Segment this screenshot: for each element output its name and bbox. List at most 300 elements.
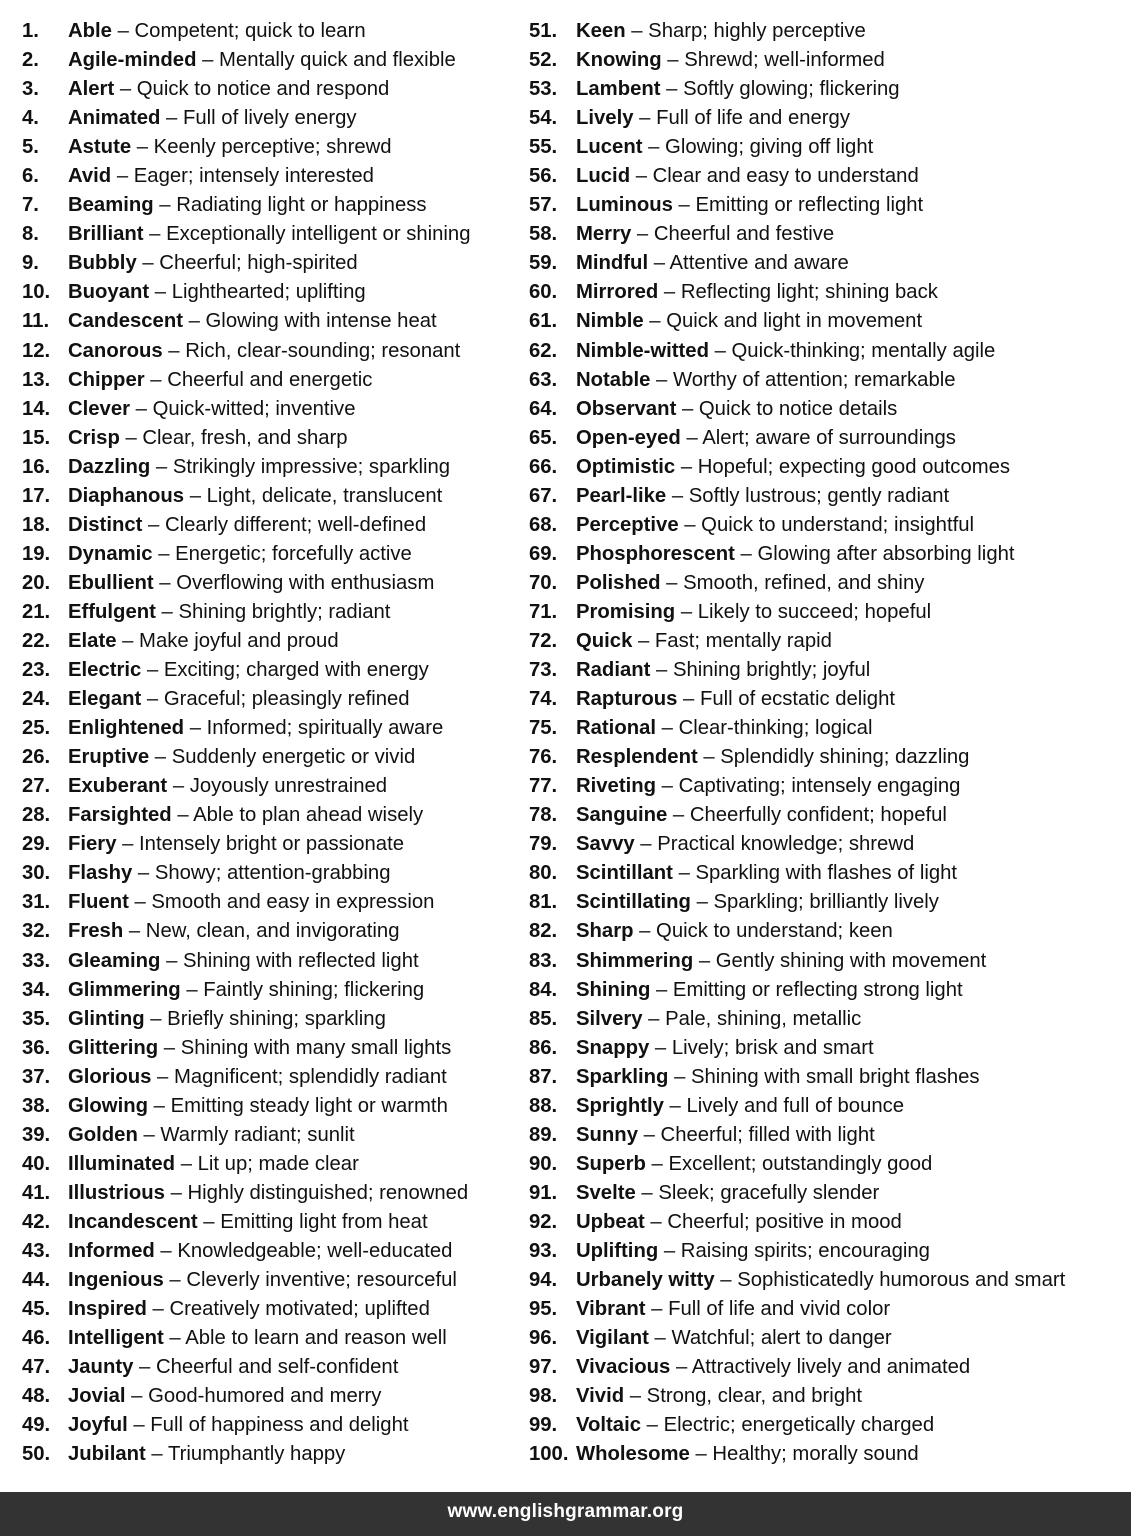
item-word: Gleaming bbox=[68, 949, 161, 972]
list-item bbox=[22, 976, 517, 1005]
item-body bbox=[576, 859, 957, 888]
item-number: 97. bbox=[529, 1356, 558, 1379]
item-separator: – bbox=[188, 310, 200, 333]
item-separator: – bbox=[169, 1269, 181, 1292]
item-definition: Reflecting light; shining back bbox=[680, 281, 938, 304]
item-word: Diaphanous bbox=[68, 484, 185, 507]
item-word: Distinct bbox=[68, 513, 143, 536]
item-body bbox=[68, 307, 437, 336]
item-word: Chipper bbox=[68, 368, 145, 391]
list-item bbox=[22, 133, 517, 162]
item-body bbox=[576, 249, 849, 278]
list-item bbox=[22, 801, 517, 830]
item-number: 24. bbox=[22, 688, 51, 711]
item-word: Savvy bbox=[576, 833, 635, 856]
list-item bbox=[529, 569, 1119, 598]
list-item bbox=[529, 888, 1119, 917]
item-separator: – bbox=[671, 484, 684, 507]
item-word: Vivid bbox=[576, 1385, 625, 1408]
item-number: 60. bbox=[529, 281, 558, 304]
list-item bbox=[529, 1324, 1119, 1353]
item-definition: Attentive and aware bbox=[669, 252, 849, 275]
item-number: 17. bbox=[22, 484, 51, 507]
item-definition: Emitting or reflecting strong light bbox=[672, 978, 963, 1001]
item-separator: – bbox=[186, 978, 198, 1001]
item-separator: – bbox=[643, 1123, 655, 1146]
item-number: 34. bbox=[22, 978, 51, 1001]
item-word: Sharp bbox=[576, 920, 634, 943]
item-separator: – bbox=[116, 165, 129, 188]
item-separator: – bbox=[703, 746, 715, 769]
item-word: Ebullient bbox=[68, 571, 154, 594]
item-number: 29. bbox=[22, 833, 51, 856]
item-separator: – bbox=[150, 368, 162, 391]
item-word: Silvery bbox=[576, 1007, 643, 1030]
list-item bbox=[22, 1237, 517, 1266]
item-number: 35. bbox=[22, 1007, 51, 1030]
item-word: Merry bbox=[576, 223, 632, 246]
item-number: 72. bbox=[529, 629, 558, 652]
item-definition: Practical knowledge; shrewd bbox=[657, 833, 915, 856]
item-word: Observant bbox=[576, 397, 677, 420]
list-item bbox=[529, 1150, 1119, 1179]
item-number: 59. bbox=[529, 252, 558, 275]
list-item bbox=[529, 1411, 1119, 1440]
item-word: Elate bbox=[68, 629, 117, 652]
item-separator: – bbox=[133, 1414, 145, 1437]
item-word: Rapturous bbox=[576, 688, 678, 711]
item-definition: Quick to understand; insightful bbox=[701, 513, 974, 536]
item-definition: Sparkling; brilliantly lively bbox=[713, 891, 939, 914]
item-number: 19. bbox=[22, 542, 51, 565]
item-body bbox=[576, 917, 893, 946]
item-body bbox=[68, 1411, 409, 1440]
item-definition: Lit up; made clear bbox=[197, 1152, 359, 1175]
item-separator: – bbox=[672, 804, 685, 827]
item-body bbox=[68, 249, 358, 278]
item-body bbox=[68, 1005, 386, 1034]
item-body bbox=[576, 220, 834, 249]
list-item bbox=[22, 888, 517, 917]
list-item bbox=[22, 540, 517, 569]
item-body bbox=[576, 1063, 980, 1092]
item-word: Mindful bbox=[576, 252, 649, 275]
item-number: 82. bbox=[529, 920, 558, 943]
item-separator: – bbox=[154, 746, 167, 769]
item-number: 28. bbox=[22, 804, 51, 827]
item-separator: – bbox=[696, 891, 708, 914]
item-separator: – bbox=[678, 862, 690, 885]
item-definition: Shining brightly; joyful bbox=[672, 659, 871, 682]
item-definition: Sharp; highly perceptive bbox=[648, 20, 866, 42]
item-separator: – bbox=[161, 600, 173, 623]
item-separator: – bbox=[149, 223, 161, 246]
item-number: 9. bbox=[22, 252, 39, 275]
item-separator: – bbox=[170, 1181, 182, 1204]
list-item bbox=[529, 278, 1119, 307]
item-separator: – bbox=[122, 629, 134, 652]
item-number: 84. bbox=[529, 978, 558, 1001]
item-separator: – bbox=[740, 542, 752, 565]
item-number: 50. bbox=[22, 1443, 51, 1466]
item-number: 44. bbox=[22, 1269, 51, 1292]
item-body bbox=[576, 714, 872, 743]
item-definition: Attractively lively and animated bbox=[691, 1356, 971, 1379]
item-word: Vigilant bbox=[576, 1327, 649, 1350]
item-body bbox=[68, 976, 424, 1005]
item-definition: Cheerful; high-spirited bbox=[159, 252, 358, 275]
item-definition: Clear, fresh, and sharp bbox=[142, 426, 348, 449]
item-separator: – bbox=[159, 571, 171, 594]
item-number: 21. bbox=[22, 600, 51, 623]
item-word: Sprightly bbox=[576, 1094, 664, 1117]
item-definition: Lively and full of bounce bbox=[686, 1094, 905, 1117]
item-word: Able bbox=[68, 20, 112, 42]
item-word: Astute bbox=[68, 136, 132, 159]
item-number: 76. bbox=[529, 746, 558, 769]
item-body bbox=[68, 1382, 381, 1411]
item-word: Illustrious bbox=[68, 1181, 165, 1204]
item-separator: – bbox=[680, 455, 693, 478]
item-number: 27. bbox=[22, 775, 51, 798]
item-separator: – bbox=[686, 426, 698, 449]
item-number: 54. bbox=[529, 107, 558, 130]
item-body bbox=[576, 1121, 875, 1150]
item-definition: Strikingly impressive; sparkling bbox=[172, 455, 451, 478]
item-definition: Able to learn and reason well bbox=[185, 1327, 447, 1350]
item-separator: – bbox=[159, 194, 171, 217]
item-definition: Full of life and vivid color bbox=[668, 1298, 891, 1321]
item-body bbox=[68, 1208, 428, 1237]
item-body bbox=[68, 772, 387, 801]
item-definition: Excellent; outstandingly good bbox=[668, 1152, 933, 1175]
item-separator: – bbox=[128, 920, 141, 943]
list-item bbox=[529, 104, 1119, 133]
item-number: 47. bbox=[22, 1356, 51, 1379]
item-word: Fiery bbox=[68, 833, 117, 856]
item-word: Uplifting bbox=[576, 1239, 659, 1262]
list-item bbox=[529, 1353, 1119, 1382]
item-definition: Shining brightly; radiant bbox=[178, 600, 391, 623]
list-item bbox=[22, 569, 517, 598]
item-separator: – bbox=[681, 397, 694, 420]
list-item bbox=[529, 395, 1119, 424]
item-body bbox=[576, 46, 885, 75]
item-word: Promising bbox=[576, 600, 676, 623]
item-body bbox=[576, 801, 947, 830]
item-separator: – bbox=[698, 949, 711, 972]
item-body bbox=[576, 976, 963, 1005]
item-number: 1. bbox=[22, 20, 39, 42]
list-item bbox=[529, 801, 1119, 830]
item-word: Clever bbox=[68, 397, 131, 420]
item-definition: Shining with small bright flashes bbox=[690, 1065, 980, 1088]
item-word: Svelte bbox=[576, 1181, 636, 1204]
item-body bbox=[68, 1150, 359, 1179]
item-number: 42. bbox=[22, 1210, 51, 1233]
item-word: Alert bbox=[68, 78, 115, 101]
item-word: Mirrored bbox=[576, 281, 659, 304]
item-definition: Briefly shining; sparkling bbox=[167, 1007, 386, 1030]
item-separator: – bbox=[146, 688, 159, 711]
item-word: Urbanely witty bbox=[576, 1269, 715, 1292]
item-definition: Fast; mentally rapid bbox=[654, 629, 832, 652]
footer-website: www.englishgrammar.org bbox=[0, 1492, 1131, 1536]
item-number: 70. bbox=[529, 571, 558, 594]
item-word: Vivacious bbox=[576, 1356, 671, 1379]
item-body bbox=[68, 1324, 447, 1353]
list-item bbox=[22, 598, 517, 627]
item-separator: – bbox=[203, 1210, 215, 1233]
item-word: Lucent bbox=[576, 136, 643, 159]
list-item bbox=[22, 46, 517, 75]
item-number: 7. bbox=[22, 194, 39, 217]
item-number: 49. bbox=[22, 1414, 51, 1437]
item-number: 2. bbox=[22, 49, 39, 72]
item-body bbox=[576, 627, 832, 656]
item-separator: – bbox=[180, 1152, 192, 1175]
item-definition: Triumphantly happy bbox=[167, 1443, 346, 1466]
list-item bbox=[529, 859, 1119, 888]
item-separator: – bbox=[636, 223, 649, 246]
list-item bbox=[529, 1266, 1119, 1295]
item-word: Sanguine bbox=[576, 804, 668, 827]
item-word: Canorous bbox=[68, 339, 163, 362]
item-word: Illuminated bbox=[68, 1152, 176, 1175]
item-number: 96. bbox=[529, 1327, 558, 1350]
item-number: 74. bbox=[529, 688, 558, 711]
item-word: Lucid bbox=[576, 165, 631, 188]
list-item bbox=[22, 1150, 517, 1179]
item-word: Quick bbox=[576, 629, 633, 652]
list-item bbox=[22, 859, 517, 888]
item-number: 13. bbox=[22, 368, 51, 391]
list-item bbox=[529, 75, 1119, 104]
item-number: 95. bbox=[529, 1298, 558, 1321]
item-separator: – bbox=[177, 804, 189, 827]
item-definition: Clear-thinking; logical bbox=[678, 717, 873, 740]
item-word: Resplendent bbox=[576, 746, 698, 769]
item-separator: – bbox=[139, 1356, 151, 1379]
item-number: 20. bbox=[22, 571, 51, 594]
item-number: 99. bbox=[529, 1414, 558, 1437]
item-number: 77. bbox=[529, 775, 558, 798]
item-definition: Radiating light or happiness bbox=[176, 194, 427, 217]
item-word: Farsighted bbox=[68, 804, 172, 827]
item-number: 73. bbox=[529, 659, 558, 682]
item-word: Jovial bbox=[68, 1385, 126, 1408]
item-number: 33. bbox=[22, 949, 51, 972]
item-separator: – bbox=[155, 455, 168, 478]
item-body bbox=[68, 743, 415, 772]
item-word: Luminous bbox=[576, 194, 673, 217]
item-number: 63. bbox=[529, 368, 558, 391]
item-definition: Smooth and easy in expression bbox=[151, 891, 435, 914]
item-body bbox=[68, 1092, 448, 1121]
item-number: 6. bbox=[22, 165, 39, 188]
list-item bbox=[22, 278, 517, 307]
list-item bbox=[22, 772, 517, 801]
item-separator: – bbox=[654, 1036, 667, 1059]
list-item bbox=[529, 917, 1119, 946]
item-word: Jaunty bbox=[68, 1356, 134, 1379]
item-number: 61. bbox=[529, 310, 558, 333]
item-separator: – bbox=[639, 107, 651, 130]
list-item bbox=[22, 1324, 517, 1353]
list-item bbox=[529, 1382, 1119, 1411]
item-word: Agile-minded bbox=[68, 49, 197, 72]
list-item bbox=[529, 1440, 1119, 1469]
list-item bbox=[22, 1121, 517, 1150]
item-definition: Full of lively energy bbox=[182, 107, 357, 130]
item-number: 5. bbox=[22, 136, 39, 159]
list-item bbox=[529, 1179, 1119, 1208]
item-definition: Informed; spiritually aware bbox=[206, 717, 444, 740]
item-number: 39. bbox=[22, 1123, 51, 1146]
item-body bbox=[68, 1237, 452, 1266]
list-item bbox=[22, 511, 517, 540]
item-number: 12. bbox=[22, 339, 51, 362]
item-definition: Lively; brisk and smart bbox=[671, 1036, 874, 1059]
item-word: Lambent bbox=[576, 78, 661, 101]
item-definition: Glowing; giving off light bbox=[665, 136, 874, 159]
item-body bbox=[576, 947, 986, 976]
item-definition: Able to plan ahead wisely bbox=[193, 804, 424, 827]
item-word: Flashy bbox=[68, 862, 133, 885]
item-separator: – bbox=[631, 20, 643, 42]
item-separator: – bbox=[663, 1239, 676, 1262]
item-number: 88. bbox=[529, 1094, 558, 1117]
item-body bbox=[68, 482, 442, 511]
item-definition: Good-humored and merry bbox=[148, 1385, 382, 1408]
item-definition: Emitting or reflecting light bbox=[695, 194, 924, 217]
item-separator: – bbox=[641, 1181, 653, 1204]
item-body bbox=[576, 888, 939, 917]
item-definition: Cheerful; positive in mood bbox=[667, 1210, 902, 1233]
item-number: 15. bbox=[22, 426, 51, 449]
item-definition: Softly lustrous; gently radiant bbox=[688, 484, 950, 507]
list-item bbox=[529, 482, 1119, 511]
item-word: Beaming bbox=[68, 194, 154, 217]
item-number: 85. bbox=[529, 1007, 558, 1030]
item-body bbox=[576, 307, 922, 336]
item-word: Glorious bbox=[68, 1065, 152, 1088]
item-definition: Full of ecstatic delight bbox=[699, 688, 895, 711]
item-body bbox=[68, 947, 419, 976]
item-separator: – bbox=[169, 1327, 181, 1350]
item-definition: Mentally quick and flexible bbox=[219, 49, 456, 72]
item-definition: Graceful; pleasingly refined bbox=[163, 688, 410, 711]
item-word: Scintillating bbox=[576, 891, 691, 914]
item-word: Glimmering bbox=[68, 978, 181, 1001]
item-separator: – bbox=[648, 1007, 660, 1030]
item-number: 43. bbox=[22, 1239, 51, 1262]
item-separator: – bbox=[656, 659, 668, 682]
item-separator: – bbox=[136, 136, 149, 159]
item-definition: Make joyful and proud bbox=[139, 629, 339, 652]
item-body bbox=[576, 511, 974, 540]
list-item bbox=[529, 162, 1119, 191]
list-item bbox=[529, 947, 1119, 976]
item-word: Perceptive bbox=[576, 513, 679, 536]
item-definition: New, clean, and invigorating bbox=[145, 920, 400, 943]
item-separator: – bbox=[163, 1036, 176, 1059]
item-separator: – bbox=[117, 20, 129, 42]
item-word: Avid bbox=[68, 165, 112, 188]
item-body bbox=[576, 540, 1015, 569]
item-body bbox=[576, 1266, 1065, 1295]
item-body bbox=[576, 191, 923, 220]
item-separator: – bbox=[661, 717, 673, 740]
item-separator: – bbox=[146, 659, 159, 682]
item-number: 51. bbox=[529, 20, 558, 42]
item-word: Vibrant bbox=[576, 1298, 646, 1321]
item-word: Animated bbox=[68, 107, 161, 130]
list-item bbox=[22, 453, 517, 482]
item-body bbox=[576, 685, 895, 714]
item-number: 3. bbox=[22, 78, 39, 101]
item-word: Notable bbox=[576, 368, 651, 391]
item-separator: – bbox=[157, 1065, 169, 1088]
item-body bbox=[576, 1179, 879, 1208]
item-body bbox=[68, 656, 429, 685]
list-item bbox=[22, 424, 517, 453]
item-definition: Captivating; intensely engaging bbox=[678, 775, 961, 798]
item-number: 65. bbox=[529, 426, 558, 449]
list-item bbox=[22, 395, 517, 424]
item-separator: – bbox=[160, 1239, 172, 1262]
list-item bbox=[529, 1121, 1119, 1150]
item-separator: – bbox=[143, 1123, 155, 1146]
item-separator: – bbox=[649, 310, 661, 333]
item-word: Snappy bbox=[576, 1036, 650, 1059]
item-body bbox=[68, 1353, 398, 1382]
list-item bbox=[22, 1092, 517, 1121]
item-separator: – bbox=[151, 1443, 163, 1466]
item-definition: Showy; attention-grabbing bbox=[154, 862, 391, 885]
item-definition: Exciting; charged with energy bbox=[163, 659, 429, 682]
item-body bbox=[68, 104, 357, 133]
item-definition: Glowing with intense heat bbox=[205, 310, 437, 333]
item-body bbox=[68, 714, 443, 743]
list-item bbox=[529, 772, 1119, 801]
item-body bbox=[68, 1295, 430, 1324]
item-separator: – bbox=[142, 252, 154, 275]
item-separator: – bbox=[153, 1094, 165, 1117]
item-number: 11. bbox=[22, 310, 50, 333]
item-definition: Cheerful and festive bbox=[653, 223, 835, 246]
item-body bbox=[68, 511, 426, 540]
item-body bbox=[576, 1034, 874, 1063]
list-item bbox=[22, 1034, 517, 1063]
list-item bbox=[529, 511, 1119, 540]
item-definition: Keenly perceptive; shrewd bbox=[153, 136, 392, 159]
item-body bbox=[576, 830, 914, 859]
item-number: 48. bbox=[22, 1385, 51, 1408]
item-word: Informed bbox=[68, 1239, 155, 1262]
item-word: Radiant bbox=[576, 659, 651, 682]
item-word: Wholesome bbox=[576, 1443, 690, 1466]
item-body bbox=[68, 685, 410, 714]
item-number: 23. bbox=[22, 659, 51, 682]
item-number: 56. bbox=[529, 165, 558, 188]
item-word: Upbeat bbox=[576, 1210, 645, 1233]
list-item bbox=[529, 453, 1119, 482]
item-definition: Emitting steady light or warmth bbox=[170, 1094, 448, 1117]
list-item bbox=[529, 133, 1119, 162]
item-definition: Energetic; forcefully active bbox=[175, 542, 412, 565]
item-definition: Watchful; alert to danger bbox=[671, 1327, 892, 1350]
